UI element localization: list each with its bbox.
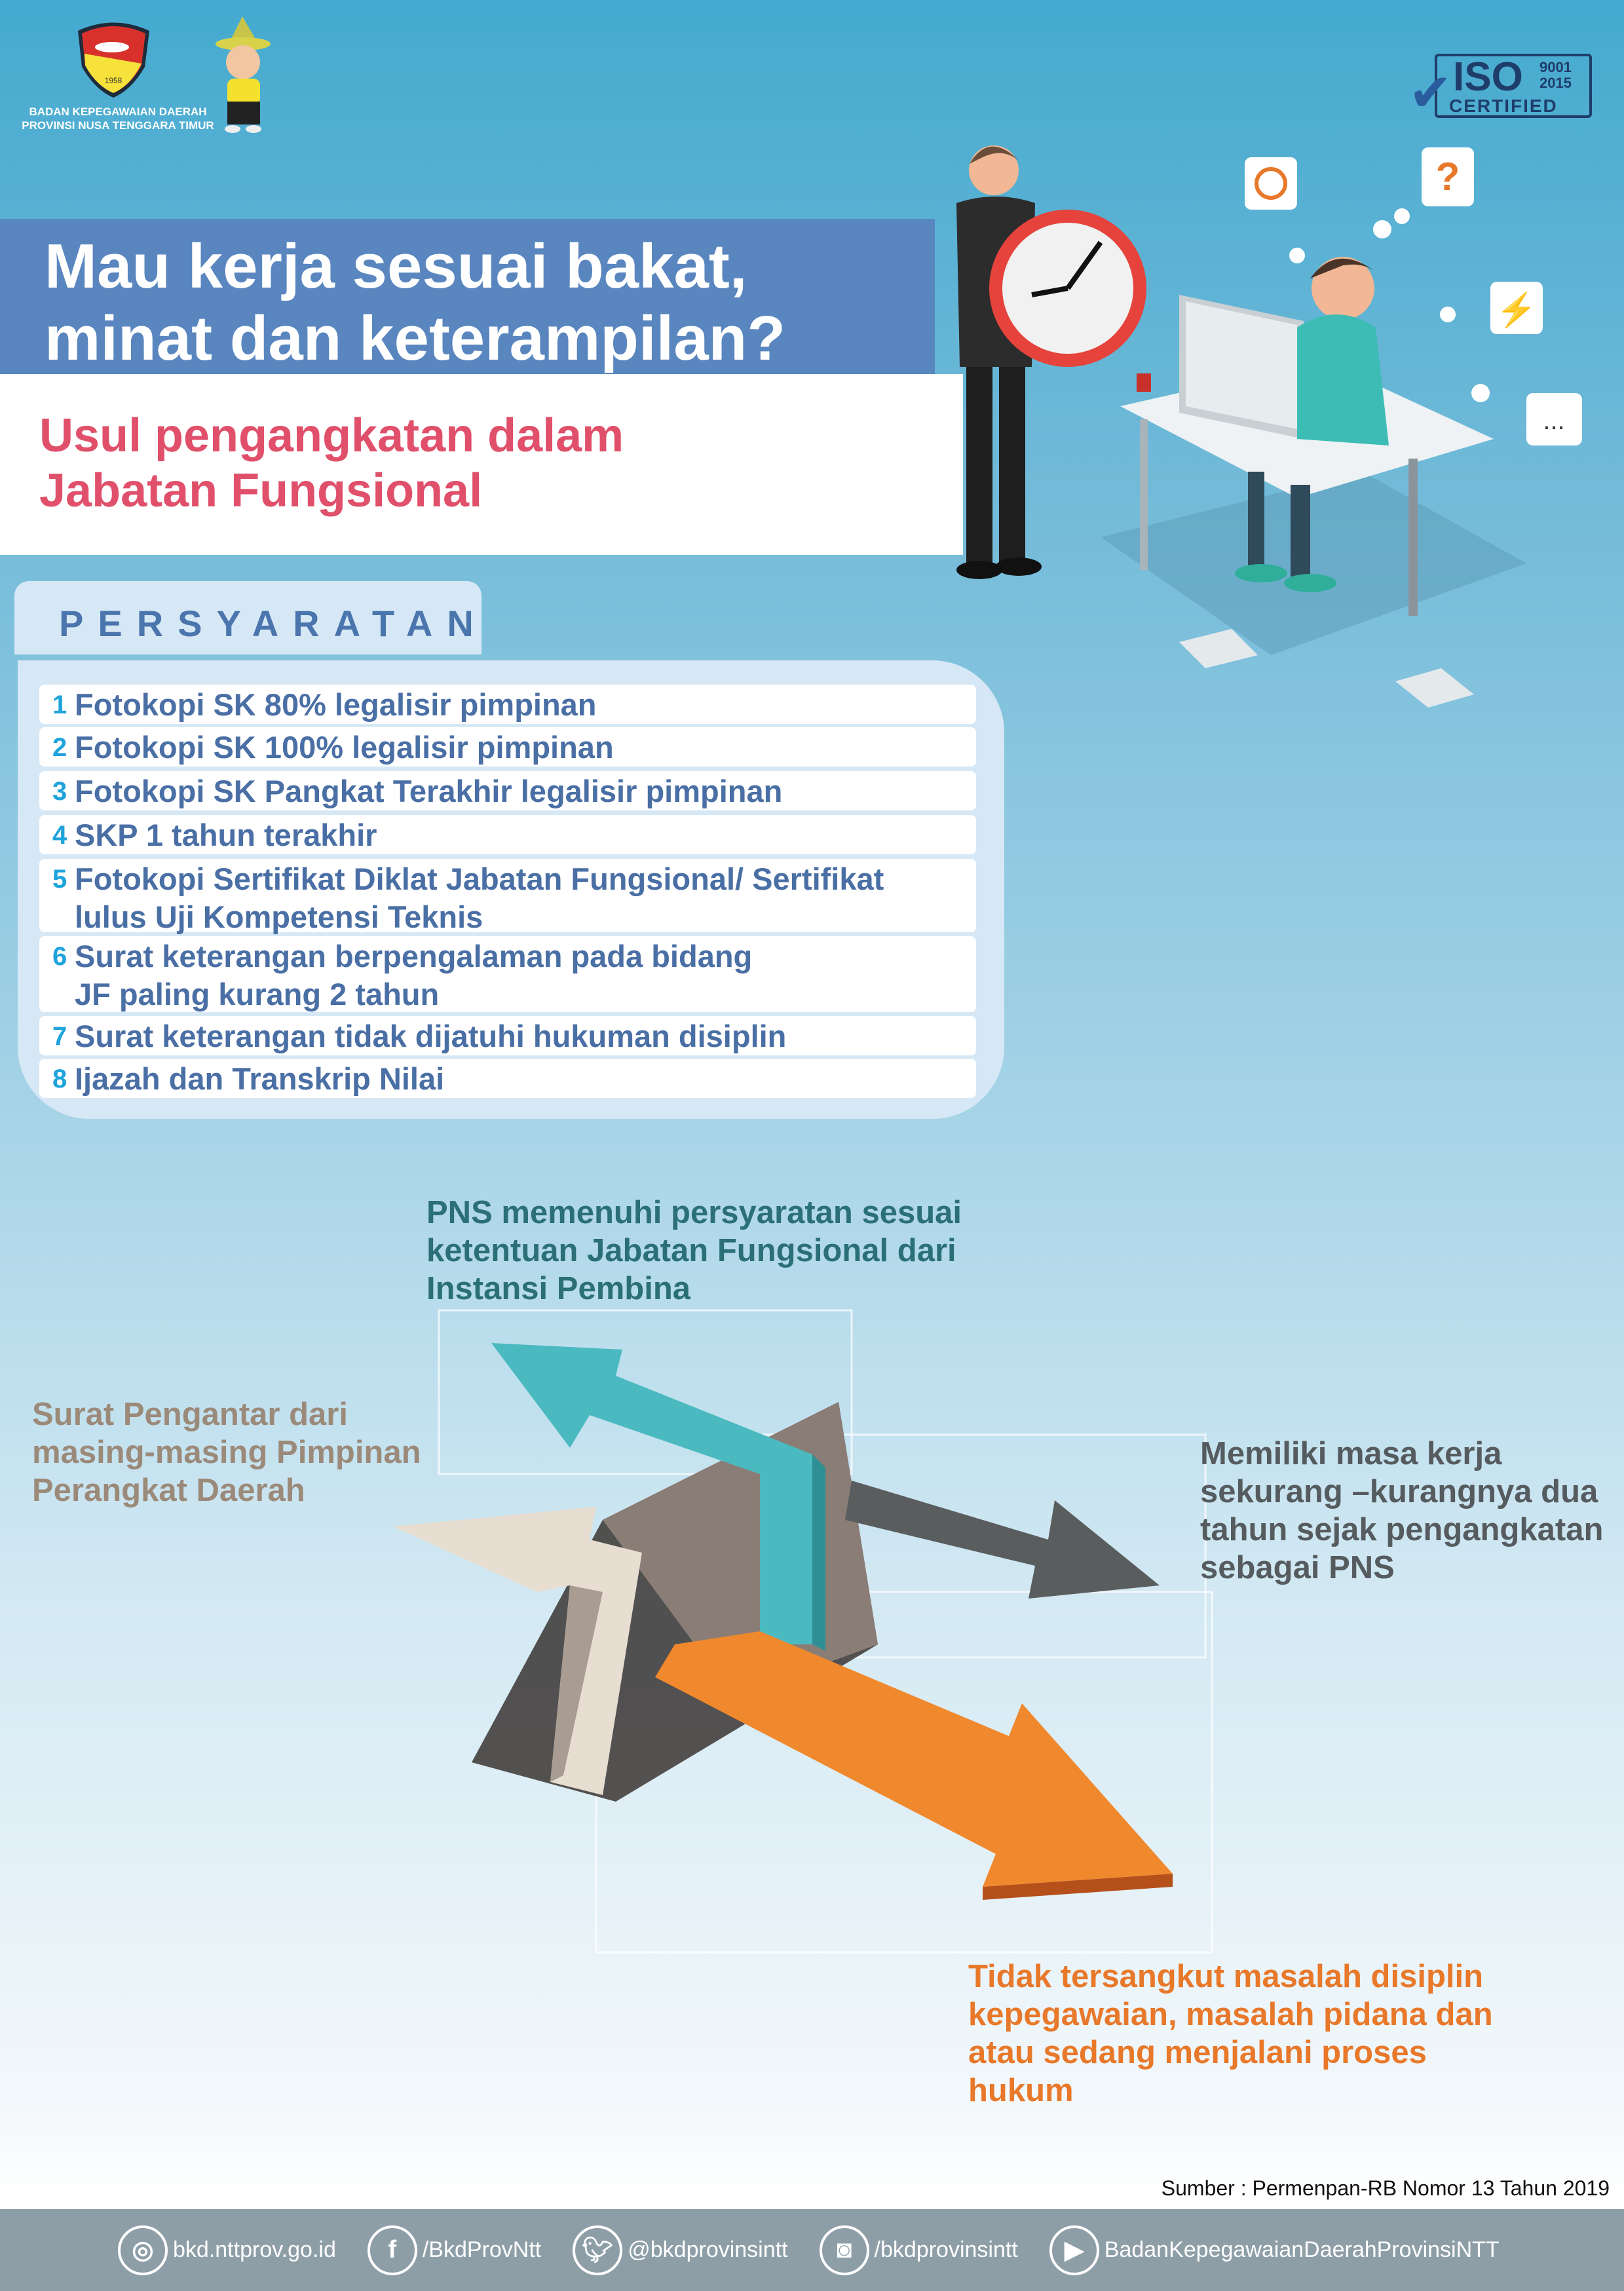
svg-text:?: ?	[1435, 155, 1460, 199]
footer-social-bar	[0, 2209, 1624, 2291]
youtube-text: BadanKepegawaianDaerahProvinsiNTT	[1104, 2237, 1500, 2262]
svg-text:1958: 1958	[104, 76, 123, 85]
globe-icon: ◎	[118, 2225, 168, 2275]
item-number: 8	[52, 1065, 67, 1093]
mascot-illustration	[213, 16, 282, 134]
item-text: Fotokopi SK 80% legalisir pimpinan	[75, 687, 597, 722]
gray-arrow	[845, 1481, 1160, 1599]
item-number: 1	[52, 691, 67, 719]
website-link[interactable]	[118, 2225, 336, 2275]
facebook-icon: f	[368, 2225, 417, 2275]
item-text: Fotokopi Sertifikat Diklat Jabatan Fungsional/ Sertifikat lulus Uji Kompetensi Teknis	[75, 861, 884, 934]
province-logo	[73, 18, 155, 100]
list-item	[39, 815, 976, 854]
list-item	[39, 771, 976, 810]
facebook-text: /BkdProvNtt	[422, 2237, 542, 2262]
item-text: Ijazah dan Transkrip Nilai	[75, 1061, 445, 1096]
iso-number: 9001	[1539, 59, 1572, 75]
condition-teal-text: PNS memenuhi persyaratan sesuai ketentuan Jabatan Fungsional dari Instansi Pembina	[426, 1195, 962, 1306]
requirements-title: PERSYARATAN	[59, 603, 488, 644]
headline-line1: Mau kerja sesuai bakat,	[45, 231, 747, 301]
svg-text:⚡: ⚡	[1496, 292, 1538, 328]
item-number: 6	[52, 942, 67, 971]
condition-gray-text: Memiliki masa kerja sekurang –kurangnya dua tahun sejak pengangkatan sebagai PNS	[1200, 1436, 1604, 1585]
headline-line2: minat dan keterampilan?	[45, 303, 785, 373]
condition-orange-text: Tidak tersangkut masalah disiplin kepegawaian, masalah pidana dan atau sedang menjalani proses hukum	[968, 1959, 1493, 2108]
twitter-link[interactable]	[573, 2225, 787, 2275]
facebook-link[interactable]	[368, 2225, 541, 2275]
list-item	[39, 1016, 976, 1055]
instagram-text: /bkdprovinsintt	[874, 2237, 1018, 2262]
list-item	[39, 727, 976, 767]
item-text: Fotokopi SK 100% legalisir pimpinan	[75, 730, 614, 765]
twitter-icon: 🐦︎	[573, 2225, 622, 2275]
svg-text:...: ...	[1543, 406, 1565, 435]
twitter-text: @bkdprovinsintt	[628, 2237, 788, 2262]
instagram-link[interactable]	[820, 2225, 1018, 2275]
iso-certified: CERTIFIED	[1449, 96, 1558, 116]
subheadline-line1: Usul pengangkatan dalam	[39, 409, 624, 462]
list-item	[39, 1059, 976, 1098]
source-note: Sumber : Permenpan-RB Nomor 13 Tahun 2019	[1161, 2176, 1610, 2200]
item-number: 7	[52, 1022, 67, 1051]
list-item	[39, 685, 976, 724]
check-icon: ✔	[1408, 64, 1453, 122]
list-item	[39, 936, 976, 1012]
website-text: bkd.nttprov.go.id	[173, 2237, 336, 2262]
youtube-link[interactable]	[1049, 2225, 1500, 2275]
arrows-diagram	[341, 1304, 1245, 1959]
item-text: SKP 1 tahun terakhir	[75, 818, 377, 852]
iso-year: 2015	[1539, 75, 1572, 91]
item-text: Surat keterangan berpengalaman pada bidang JF paling kurang 2 tahun	[75, 939, 753, 1012]
orange-arrow	[655, 1631, 1173, 1887]
iso-label: ISO	[1453, 54, 1523, 100]
item-number: 3	[52, 777, 67, 806]
item-number: 5	[52, 865, 67, 894]
list-item	[39, 859, 976, 932]
condition-beige-text: Surat Pengantar dari masing-masing Pimpinan Perangkat Daerah	[32, 1397, 421, 1508]
item-text: Fotokopi SK Pangkat Terakhir legalisir pimpinan	[75, 774, 783, 808]
item-number: 4	[52, 821, 67, 850]
subheadline-band	[0, 374, 963, 555]
org-name	[20, 105, 216, 132]
item-text: Surat keterangan tidak dijatuhi hukuman disiplin	[75, 1019, 787, 1053]
item-number: 2	[52, 733, 67, 762]
requirements-tab	[14, 581, 488, 654]
headline-band	[0, 219, 935, 374]
subheadline-line2: Jabatan Fungsional	[39, 464, 483, 517]
instagram-icon: ◙	[820, 2225, 869, 2275]
org-name-line2: PROVINSI NUSA TENGGARA TIMUR	[22, 119, 214, 132]
office-illustration	[904, 131, 1598, 734]
youtube-icon: ▶	[1049, 2225, 1099, 2275]
iso-badge	[1408, 54, 1592, 122]
org-name-line1: BADAN KEPEGAWAIAN DAERAH	[29, 105, 207, 118]
requirements-list	[18, 660, 1004, 1119]
